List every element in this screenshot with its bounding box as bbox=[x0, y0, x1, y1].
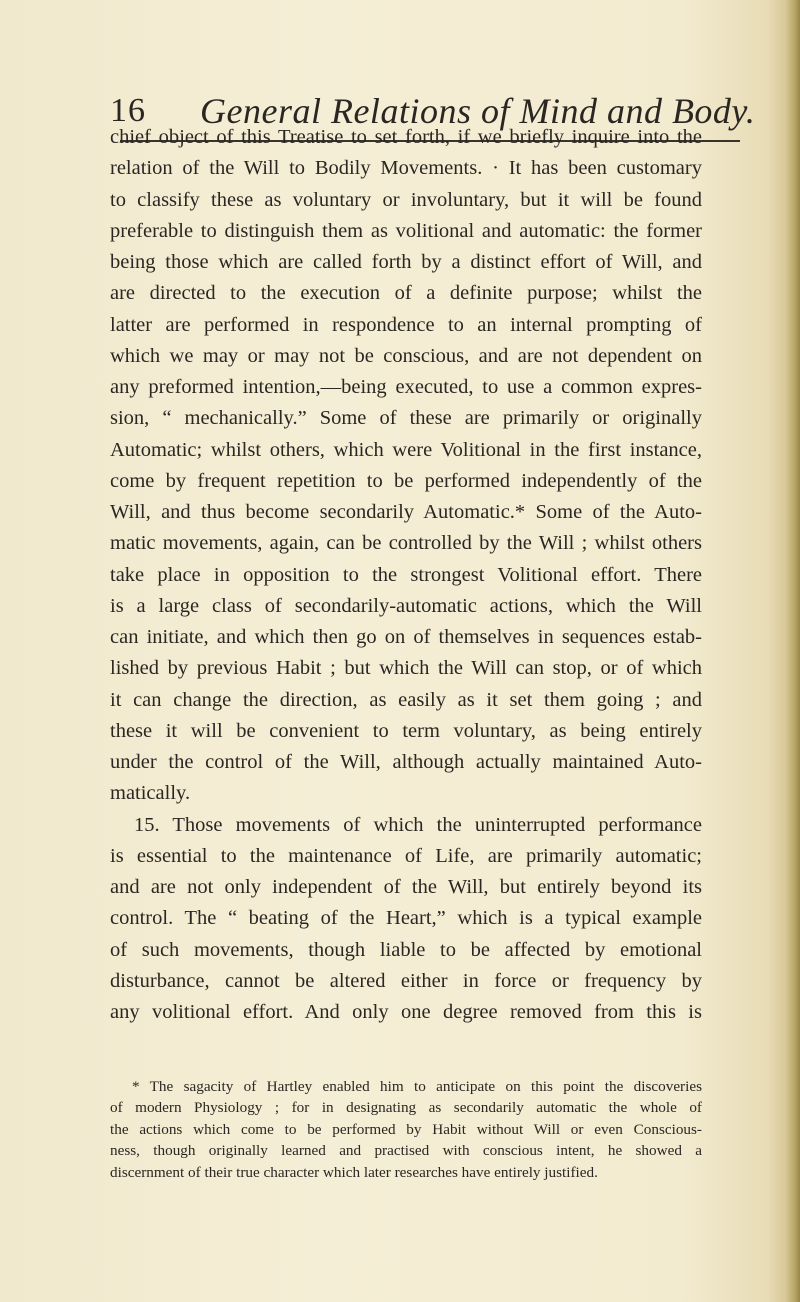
body-line: latter are performed in respondence to an internal prompting of bbox=[110, 313, 702, 336]
body-line: any preformed intention,—being executed, to use a common expres- bbox=[110, 376, 702, 398]
footnote bbox=[110, 1076, 702, 1183]
body-line: Will, and thus become secondarily Automatic.* Some of the Auto- bbox=[110, 501, 702, 523]
body-line: and are not only independent of the Will, but entirely beyond its bbox=[110, 876, 702, 898]
body-line: disturbance, cannot be altered either in force or frequency by bbox=[110, 969, 702, 992]
footnote-line: * The sagacity of Hartley enabled him to anticipate on this point the discoveries bbox=[132, 1078, 702, 1095]
page-edge-shadow bbox=[786, 0, 800, 1302]
body-line: these it will be convenient to term voluntary, as being entirely bbox=[110, 719, 702, 742]
body-line: under the control of the Will, although actually maintained Auto- bbox=[110, 751, 702, 773]
paragraph-start-line: 15. Those movements of which the uninterrupted performance bbox=[134, 813, 702, 836]
body-line: are directed to the execution of a definite purpose; whilst the bbox=[110, 282, 702, 305]
footnote-line: ness, though originally learned and practised with conscious intent, he showed a bbox=[110, 1142, 702, 1160]
body-line: it can change the direction, as easily as it set them going ; and bbox=[110, 688, 702, 711]
body-line: come by frequent repetition to be performed independently of the bbox=[110, 469, 702, 492]
body-line: relation of the Will to Bodily Movements. · It has been customary bbox=[110, 157, 702, 180]
body-line: which we may or may not be conscious, and are not dependent on bbox=[110, 344, 702, 367]
body-line: lished by previous Habit ; but which the Will can stop, or of which bbox=[110, 657, 702, 680]
body-line: can initiate, and which then go on of themselves in sequences estab- bbox=[110, 626, 702, 648]
running-head-title: General Relations of Mind and Body. bbox=[200, 91, 756, 131]
page-number: 16 bbox=[110, 92, 146, 129]
footnote-line: the actions which come to be performed by Habit without Will or even Conscious- bbox=[110, 1120, 702, 1138]
body-line: control. The “ beating of the Heart,” which is a typical example bbox=[110, 907, 702, 930]
body-line: of such movements, though liable to be affected by emotional bbox=[110, 938, 702, 961]
body-line: any volitional effort. And only one degree removed from this is bbox=[110, 1001, 702, 1023]
body-line: is essential to the maintenance of Life, are primarily automatic; bbox=[110, 844, 702, 867]
body-line: sion, “ mechanically.” Some of these are primarily or originally bbox=[110, 407, 702, 430]
body-line: take place in opposition to the strongest Volitional effort. There bbox=[110, 563, 702, 586]
body-line: being those which are called forth by a distinct effort of Will, and bbox=[110, 251, 702, 273]
body-line: matically. bbox=[110, 782, 191, 805]
body-text bbox=[110, 122, 702, 1028]
body-line: to classify these as voluntary or involuntary, but it will be found bbox=[110, 188, 702, 211]
body-line: is a large class of secondarily-automatic actions, which the Will bbox=[110, 594, 702, 617]
footnote-line: discernment of their true character which later researches have entirely justified. bbox=[110, 1163, 598, 1181]
body-line: chief object of this Treatise to set forth, if we briefly inquire into the bbox=[110, 126, 702, 148]
body-line: matic movements, again, can be controlled by the Will ; whilst others bbox=[110, 532, 702, 555]
body-line: Automatic; whilst others, which were Volitional in the first instance, bbox=[110, 438, 702, 461]
body-line: preferable to distinguish them as volitional and automatic: the former bbox=[110, 219, 702, 242]
footnote-line: of modern Physiology ; for in designating as secondarily automatic the whole of bbox=[110, 1099, 702, 1117]
